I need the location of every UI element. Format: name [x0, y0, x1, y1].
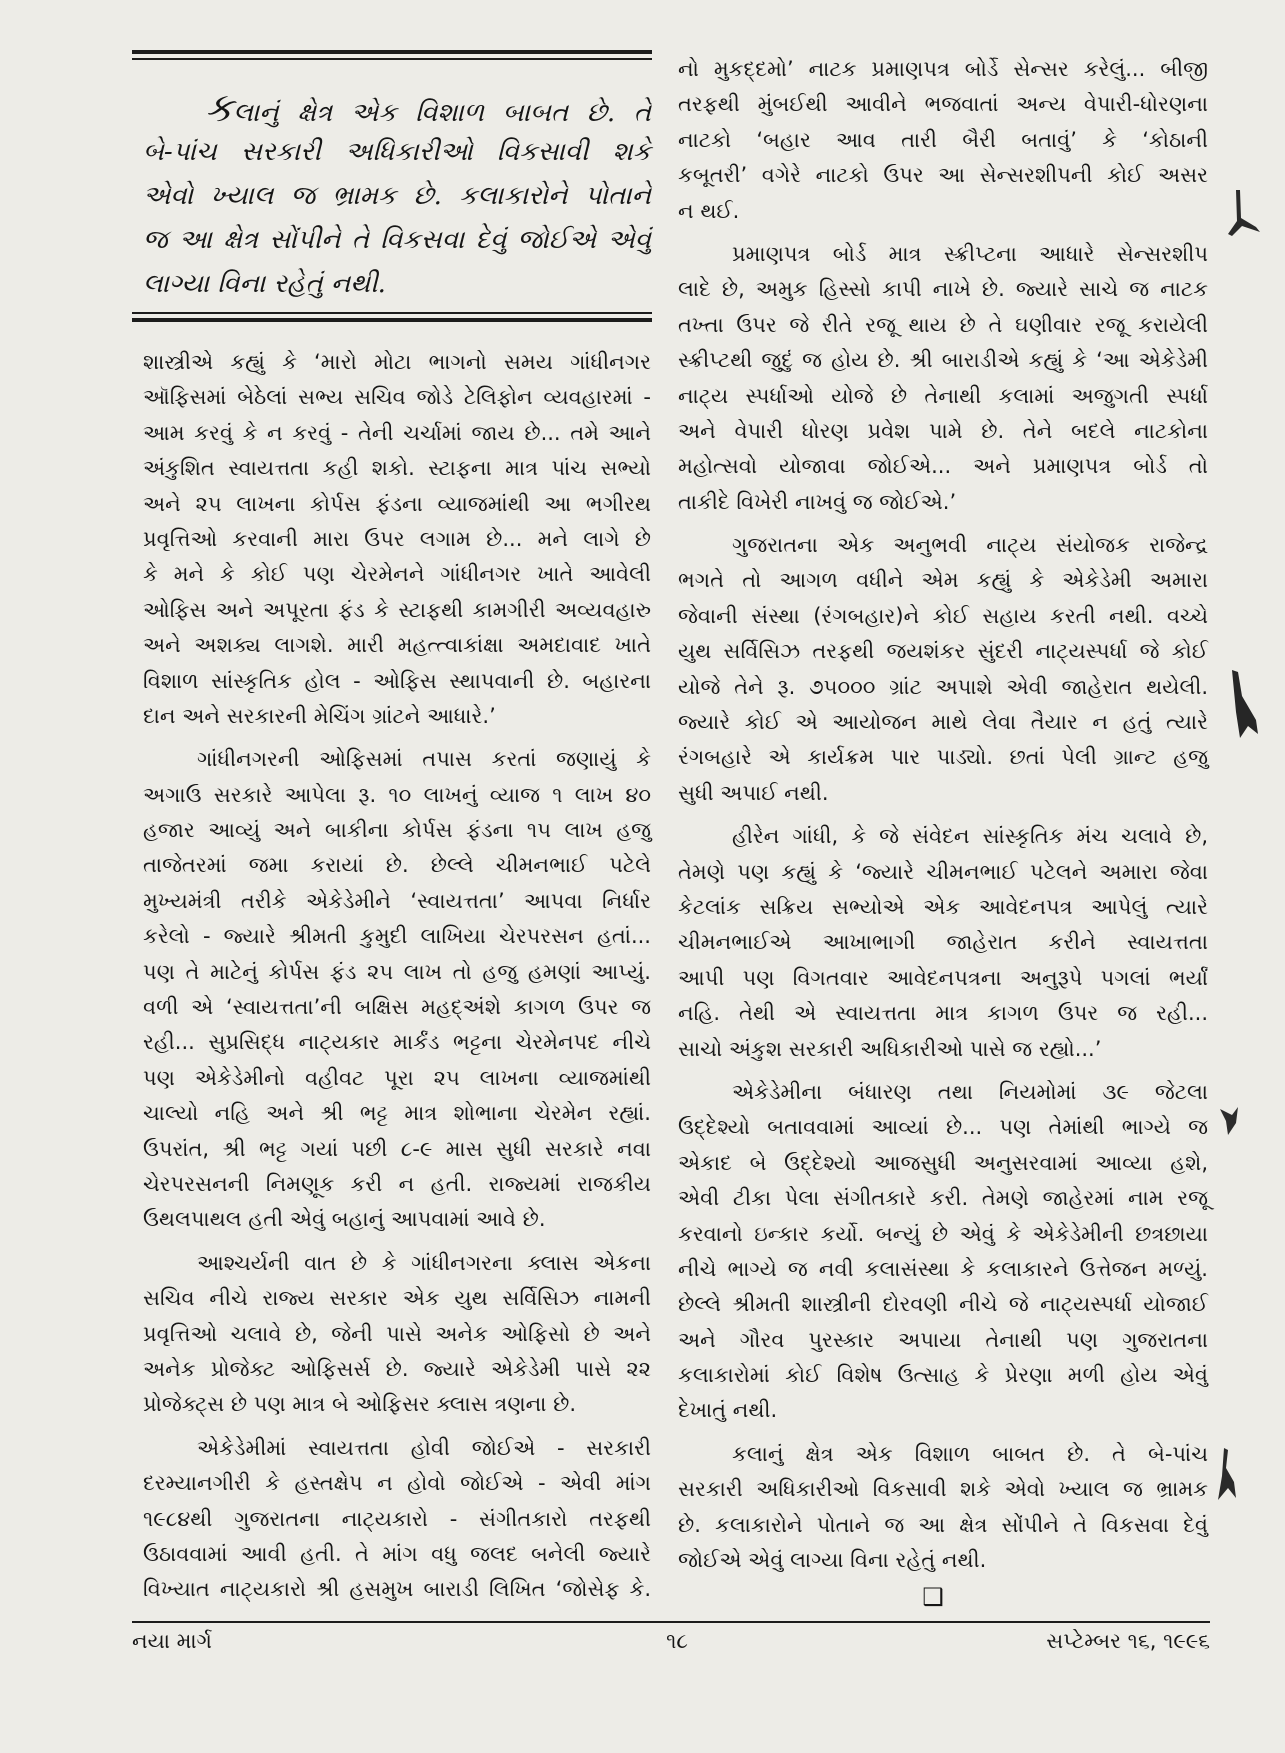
paragraph [678, 528, 1208, 811]
text-line: આશ્ચર્યની વાત છે કે ગાંધીનગરના ક્લાસ એકના [197, 1250, 651, 1275]
text-line: પ્રમાણપત્ર બોર્ડ માત્ર સ્ક્રીપ્ટના આધારે સેન્સરશીપ [732, 241, 1208, 266]
text-line: કરેલો - જ્યારે શ્રીમતી કુમુદી લાખિયા ચેરપરસન હતાં... [143, 924, 651, 949]
text-line: જેવાની સંસ્થા (રંગબહાર)ને કોઈ સહાય કરતી નથી. વચ્ચે [678, 603, 1208, 628]
text-line: ઓફિસ અને અપૂરતા ફંડ કે સ્ટાફથી કામગીરી અવ્યવહારુ [143, 597, 651, 622]
text-line: પણ એકેડેમીનો વહીવટ પૂરા ૨૫ લાખના વ્યાજમાંથી [143, 1065, 651, 1090]
paragraph [678, 237, 1208, 520]
text-line: સચિવ નીચે રાજ્ય સરકાર એક યુથ સર્વિસિઝ નામની [143, 1286, 651, 1311]
end-of-article-mark: ❑ [922, 1583, 944, 1611]
footer-magazine-name: નયા માર્ગ [132, 1629, 212, 1653]
text-line: ઉઠાવવામાં આવી હતી. તે માંગ વધુ જલદ બનેલી જ્યારે [143, 1541, 651, 1566]
text-line: ચાલ્યો નહિ અને શ્રી ભટ્ટ માત્ર શોભાના ચેરમેન રહ્યાં. [143, 1101, 651, 1126]
text-line: નો મુકદ્દમો’ નાટક પ્રમાણપત્ર બોર્ડે સેન્સર કરેલું... બીજી [678, 57, 1208, 81]
text-line: શાસ્ત્રીએ કહ્યું કે ‘મારો મોટા ભાગનો સમય ગાંધીનગર [143, 350, 651, 374]
text-line: યોજે તેને રૂ. ૭૫૦૦૦ ગ્રાંટ અપાશે એવી જાહેરાત થયેલી. [678, 674, 1208, 699]
paragraph [678, 819, 1208, 1067]
text-line: કરવાનો ઇન્કાર કર્યો. બન્યું છે એવું કે એકેડેમીની છત્રછાયા [678, 1221, 1208, 1246]
pull-quote-line: બે-પાંચ સરકારી અધિકારીઓ વિકસાવી શકે [143, 137, 651, 167]
text-line: નીચે ભાગ્યે જ નવી કલાસંસ્થા કે કલાકારને ઉત્તેજન મળ્યું. [678, 1256, 1208, 1281]
text-line: સરકારી અધિકારીઓ વિકસાવી શકે એવો ખ્યાલ જ ભ્રામક [678, 1477, 1208, 1502]
footer-page-number: ૧૮ [666, 1629, 688, 1653]
text-line: એવી ટીકા પેલા સંગીતકારે કરી. તેમણે જાહેરમાં નામ રજૂ [678, 1186, 1208, 1211]
text-line: નાટકો ‘બહાર આવ તારી બૈરી બતાવું’ કે ‘કોઠાની [678, 127, 1208, 152]
pull-quote [143, 86, 651, 306]
text-line: કબૂતરી’ વગેરે નાટકો ઉપર આ સેન્સરશીપની કોઈ અસર [678, 163, 1208, 188]
text-line: એકેડેમીના બંધારણ તથા નિયમોમાં ૩૯ જેટલા [732, 1079, 1208, 1104]
text-line: ગાંધીનગરની ઓફિસમાં તપાસ કરતાં જણાયું કે [197, 747, 651, 772]
paragraph [678, 52, 1208, 229]
text-line: પ્રોજેક્ટ્સ છે પણ માત્ર બે ઓફિસર ક્લાસ ત્રણના છે. [143, 1392, 577, 1417]
text-line: ઑફિસમાં બેઠેલાં સભ્ય સચિવ જોડે ટેલિફોન વ્યવહારમાં - [143, 385, 651, 410]
text-line: અંકુશિત સ્વાયત્તતા કહી શકો. સ્ટાફના માત્ર પાંચ સભ્યો [143, 456, 651, 481]
text-line: ઉથલપાથલ હતી એવું બહાનું આપવામાં આવે છે. [143, 1207, 546, 1232]
text-line: તેમણે પણ કહ્યું કે ‘જ્યારે ચીમનભાઈ પટેલને અમારા જેવા [678, 859, 1208, 884]
text-line: છેલ્લે શ્રીમતી શાસ્ત્રીની દોરવણી નીચે જે નાટ્યસ્પર્ધા યોજાઈ [678, 1292, 1208, 1317]
text-line: દેખાતું નથી. [678, 1398, 778, 1423]
text-line: તરફથી મુંબઈથી આવીને ભજવાતાં અન્ય વેપારી-ધોરણના [678, 92, 1208, 117]
paragraph [678, 1437, 1208, 1579]
text-line: ન થઈ. [678, 198, 740, 223]
paragraph [143, 742, 651, 1237]
text-line: અને અશક્ય લાગશે. મારી મહત્ત્વાકાંક્ષા અમદાવાદ ખાતે [143, 633, 651, 658]
left-column [143, 345, 651, 1608]
text-line: જોઈએ એવું લાગ્યા વિના રહેતું નથી. [678, 1548, 987, 1573]
text-line: ચેરપરસનની નિમણૂક કરી ન હતી. રાજ્યમાં રાજકીય [143, 1171, 651, 1196]
pull-quote-line: એવો ખ્યાલ જ ભ્રામક છે. કલાકારોને પોતાને [143, 181, 651, 211]
pull-quote-line: જ આ ક્ષેત્ર સોંપીને તે વિકસવા દેવું જોઈએ એવું [143, 225, 651, 255]
text-line: તાકીદે વિખેરી નાખવું જ જોઈએ.’ [678, 489, 957, 514]
footer-date: સપ્ટેમ્બર ૧૬, ૧૯૯૬ [1046, 1629, 1210, 1653]
text-line: છે. કલાકારોને પોતાને જ આ ક્ષેત્ર સોંપીને તે વિકસવા દેવું [678, 1512, 1208, 1537]
text-line: ચીમનભાઈએ આખાભાગી જાહેરાત કરીને સ્વાયત્તતા [678, 930, 1208, 955]
text-line: અને વેપારી ધોરણ પ્રવેશ પામે છે. તેને બદલે નાટકોના [678, 418, 1208, 443]
paragraph [143, 345, 651, 734]
text-line: એકેડેમીમાં સ્વાયત્તતા હોવી જોઈએ - સરકારી [197, 1435, 651, 1460]
scan-tear-mark [1228, 668, 1260, 740]
text-line: અને ૨૫ લાખના કોર્પસ ફંડના વ્યાજમાંથી આ ભગીરથ [143, 491, 651, 516]
right-column [678, 52, 1208, 1578]
pull-quote-bottom-rule-thin [132, 312, 652, 314]
text-line: લાદે છે, અમુક હિસ્સો કાપી નાખે છે. જ્યારે સાચે જ નાટક [678, 277, 1208, 302]
text-line: ભગતે તો આગળ વધીને એમ કહ્યું કે એકેડેમી અમારા [678, 568, 1208, 593]
text-line: નહિ. તેથી એ સ્વાયત્તતા માત્ર કાગળ ઉપર જ રહી... [678, 1001, 1208, 1026]
text-line: મહોત્સવો યોજાવા જોઈએ... અને પ્રમાણપત્ર બોર્ડ તો [678, 454, 1208, 479]
text-line: આમ કરવું કે ન કરવું - તેની ચર્ચામાં જાય છે... તમે આને [143, 420, 651, 445]
scan-tear-mark [1222, 188, 1262, 244]
scan-tear-mark [1212, 1446, 1238, 1502]
footer-rule [132, 1621, 1210, 1623]
pull-quote-line: કલાનું ક્ષેત્ર એક વિશાળ બાબત છે. તે [205, 85, 651, 131]
paragraph [143, 1246, 651, 1423]
paragraph [678, 1075, 1208, 1429]
text-line: સુધી અપાઈ નથી. [678, 780, 829, 805]
text-line: અને ગૌરવ પુરસ્કાર અપાયા તેનાથી પણ ગુજરાતના [678, 1327, 1208, 1352]
text-line: અગાઉ સરકારે આપેલા રૂ. ૧૦ લાખનું વ્યાજ ૧ લાખ ૪૦ [143, 782, 651, 807]
text-line: વિશાળ સાંસ્કૃતિક હોલ - ઓફિસ સ્થાપવાની છે. બહારના [143, 668, 651, 693]
text-line: દરમ્યાનગીરી કે હસ્તક્ષેપ ન હોવો જોઈએ - એવી માંગ [143, 1471, 651, 1496]
pull-quote-top-rule-thin [132, 58, 652, 60]
text-line: પણ તે માટેનું કોર્પસ ફંડ ૨૫ લાખ તો હજુ હમણાં આપ્યું. [143, 959, 651, 984]
text-line: રંગબહારે એ કાર્યક્રમ પાર પાડ્યો. છતાં પેલી ગ્રાન્ટ હજુ [678, 745, 1208, 770]
text-line: સ્ક્રીપ્ટથી જુદું જ હોય છે. શ્રી બારાડીએ કહ્યું કે ‘આ એકેડેમી [678, 348, 1208, 373]
text-line: એકાદ બે ઉદ્દેશ્યો આજસુધી અનુસરવામાં આવ્યા હશે, [678, 1150, 1208, 1175]
text-line: કલાનું ક્ષેત્ર એક વિશાળ બાબત છે. તે બે-પાંચ [732, 1441, 1208, 1466]
text-line: હીરેન ગાંધી, કે જે સંવેદન સાંસ્કૃતિક મંચ ચલાવે છે, [732, 824, 1208, 849]
text-line: કલાકારોમાં કોઈ વિશેષ ઉત્સાહ કે પ્રેરણા મળી હોય એવું [678, 1363, 1208, 1388]
text-line: ગુજરાતના એક અનુભવી નાટ્ય સંયોજક રાજેન્દ્ર [732, 533, 1208, 558]
text-line: રહી... સુપ્રસિદ્ધ નાટ્યકાર માર્કંડ ભટ્ટના ચેરમેનપદ નીચે [143, 1030, 651, 1055]
text-line: વળી એ ‘સ્વાયત્તતા’ની બક્ષિસ મહદ્અંશે કાગળ ઉપર જ [143, 995, 651, 1020]
text-line: પ્રવૃત્તિઓ ચલાવે છે, જેની પાસે અનેક ઓફિસો છે અને [143, 1321, 651, 1346]
text-line: કે મને કે કોઈ પણ ચેરમેનને ગાંધીનગર ખાતે આવેલી [143, 562, 651, 587]
text-line: ઉપરાંત, શ્રી ભટ્ટ ગયાં પછી ૮-૯ માસ સુધી સરકારે નવા [143, 1136, 651, 1161]
pull-quote-bottom-rule-thick [132, 318, 652, 322]
text-line: યુથ સર્વિસિઝ તરફથી જયશંકર સુંદરી નાટ્યસ્પર્ધા જે કોઈ [678, 639, 1208, 664]
text-line: વિખ્યાત નાટ્યકારો શ્રી હસમુખ બારાડી લિખિત ‘જોસેફ કે. [143, 1577, 651, 1602]
text-line: તાજેતરમાં જમા કરાયાં છે. છેલ્લે ચીમનભાઈ પટેલે [143, 853, 651, 878]
text-line: દાન અને સરકારની મેચિંગ ગ્રાંટને આધારે.’ [143, 703, 496, 728]
text-line: જ્યારે કોઈ એ આયોજન માથે લેવા તૈયાર ન હતું ત્યારે [678, 710, 1208, 735]
text-line: તખ્તા ઉપર જે રીતે રજૂ થાય છે તે ઘણીવાર રજૂ કરાયેલી [678, 312, 1208, 337]
text-line: હજાર આવ્યું અને બાકીના કોર્પસ ફંડના ૧૫ લાખ હજુ [143, 818, 651, 843]
paragraph [143, 1431, 651, 1608]
text-line: મુખ્યમંત્રી તરીકે એકેડેમીને ‘સ્વાયત્તતા’ આપવા નિર્ધાર [143, 888, 651, 913]
pull-quote-top-rule-thick [132, 50, 652, 54]
text-line: ઉદ્દેશ્યો બતાવવામાં આવ્યાં છે... પણ તેમાંથી ભાગ્યે જ [678, 1115, 1208, 1140]
text-line: આપી પણ વિગતવાર આવેદનપત્રના અનુરૂપે પગલાં ભર્યાં [678, 965, 1208, 990]
text-line: સાચો અંકુશ સરકારી અધિકારીઓ પાસે જ રહ્યો...’ [678, 1036, 1102, 1061]
text-line: પ્રવૃત્તિઓ કરવાની મારા ઉપર લગામ છે... મને લાગે છે [143, 526, 651, 551]
text-line: કેટલાંક સક્રિય સભ્યોએ એક આવેદનપત્ર આપેલું ત્યારે [678, 894, 1208, 919]
text-line: અનેક પ્રોજેક્ટ ઓફિસર્સ છે. જ્યારે એકેડેમી પાસે ૨૨ [143, 1356, 651, 1381]
text-line: ૧૯૮૪થી ગુજરાતના નાટ્યકારો - સંગીતકારો તરફથી [143, 1506, 651, 1531]
text-line: નાટ્ય સ્પર્ધાઓ યોજે છે તેનાથી કલામાં અજુગતી સ્પર્ધા [678, 383, 1208, 408]
pull-quote-line: લાગ્યા વિના રહેતું નથી. [143, 269, 386, 299]
scan-tear-mark [1218, 1105, 1240, 1137]
